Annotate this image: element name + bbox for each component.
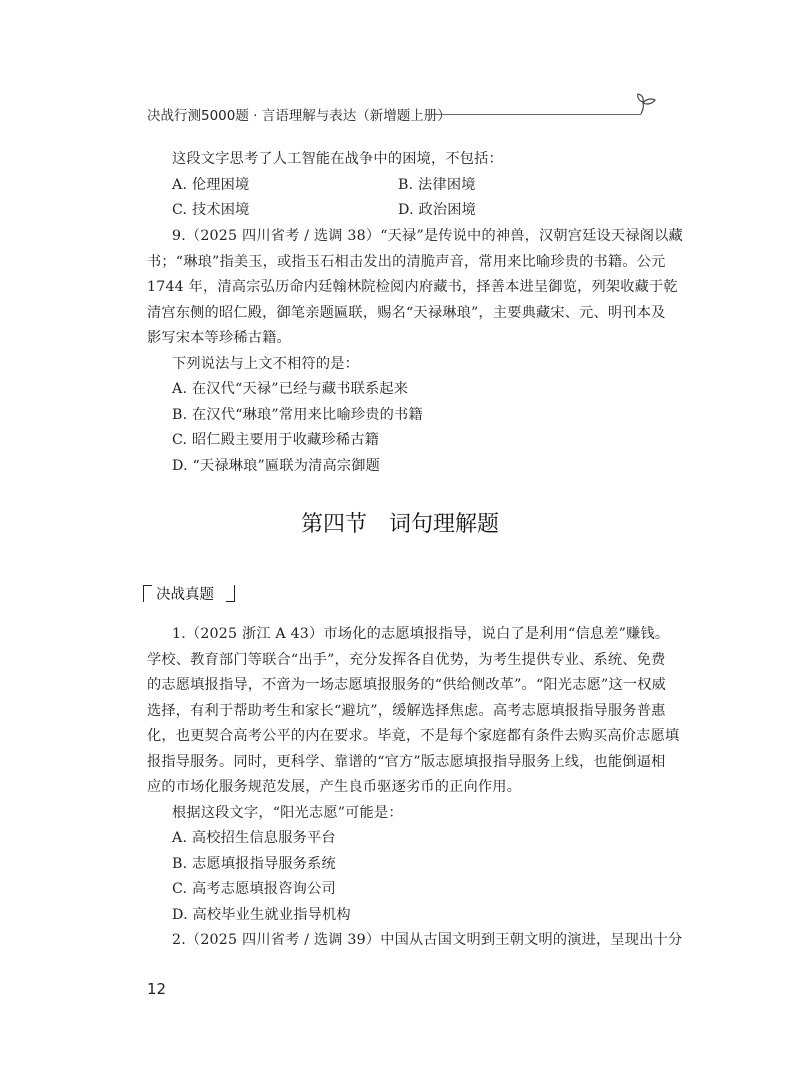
q8-option-a: A. 伦理困境 [172, 177, 250, 193]
q1-line: 报指导服务。同时，更科学、靠谱的“官方”版志愿填报指导服务上线，也能倒逼相 [147, 754, 666, 770]
q1-option-c: C. 高考志愿填报咨询公司 [172, 881, 336, 897]
q9-option-d: D. “天禄琳琅”匾联为清高宗御题 [172, 458, 381, 474]
header-rule [427, 114, 641, 115]
sprout-icon [635, 92, 663, 120]
q1-line: 应的市场化服务规范发展，产生良币驱逐劣币的正向作用。 [147, 779, 522, 795]
q9-option-c: C. 昭仁殿主要用于收藏珍稀古籍 [172, 432, 380, 448]
q1-option-a: A. 高校招生信息服务平台 [172, 830, 336, 846]
q9-option-a: A. 在汉代“天禄”已经与藏书联系起来 [172, 381, 409, 397]
q8-stem: 这段文字思考了人工智能在战争中的困境，不包括： [172, 151, 503, 167]
q1-line: 学校、教育部门等联合“出手”，充分发挥各自优势，为考生提供专业、系统、免费 [147, 652, 666, 668]
q1-question: 根据这段文字，“阳光志愿”可能是： [172, 805, 403, 821]
q1-option-b: B. 志愿填报指导服务系统 [172, 856, 336, 872]
tag-bracket-left [143, 585, 152, 602]
q9-line: 清宫东侧的昭仁殿，御笔亲题匾联，赐名“天禄琳琅”，主要典藏宋、元、明刊本及 [147, 305, 666, 321]
q9-line: 1744 年，清高宗弘历命内廷翰林院检阅内府藏书，择善本进呈御览，列架收藏于乾 [147, 279, 678, 295]
q1-line: 1.（2025 浙江 A 43）市场化的志愿填报指导，说白了是利用“信息差”赚钱。 [172, 626, 670, 642]
q1-line: 化，也更契合高考公平的内在要求。毕竟，不是每个家庭都有条件去购买高价志愿填 [147, 728, 680, 744]
q9-line: 影写宋本等珍稀古籍。 [147, 330, 291, 346]
section-name: 词句理解题 [389, 512, 500, 537]
section-tag: 决战真题 [156, 587, 214, 603]
q9-question: 下列说法与上文不相符的是： [172, 356, 360, 372]
page-number: 12 [147, 980, 167, 998]
q1-line: 的志愿填报指导，不啻为一场志愿填报服务的“供给侧改革”。“阳光志愿”这一权威 [147, 677, 666, 693]
running-header: 决战行测5000题 · 言语理解与表达（新增题上册） [147, 108, 451, 124]
q8-option-b: B. 法律困境 [398, 177, 476, 193]
q9-line: 9.（2025 四川省考 / 选调 38）“天禄”是传说中的神兽，汉朝宫廷设天禄阁以藏 [172, 228, 683, 244]
q1-option-d: D. 高校毕业生就业指导机构 [172, 907, 351, 923]
q2-line: 2.（2025 四川省考 / 选调 39）中国从古国文明到王朝文明的演进，呈现出十分 [172, 932, 683, 948]
tag-bracket-right [226, 585, 235, 602]
q8-option-c: C. 技术困境 [172, 202, 250, 218]
section-title [0, 507, 800, 538]
section-number: 第四节 [300, 512, 367, 537]
q8-option-d: D. 政治困境 [398, 202, 477, 218]
q1-line: 选择，有利于帮助考生和家长“避坑”，缓解选择焦虑。高考志愿填报指导服务普惠 [147, 703, 666, 719]
q9-line: 书；“琳琅”指美玉，或指玉石相击发出的清脆声音，常用来比喻珍贵的书籍。公元 [147, 254, 666, 270]
q9-option-b: B. 在汉代“琳琅”常用来比喻珍贵的书籍 [172, 407, 423, 423]
